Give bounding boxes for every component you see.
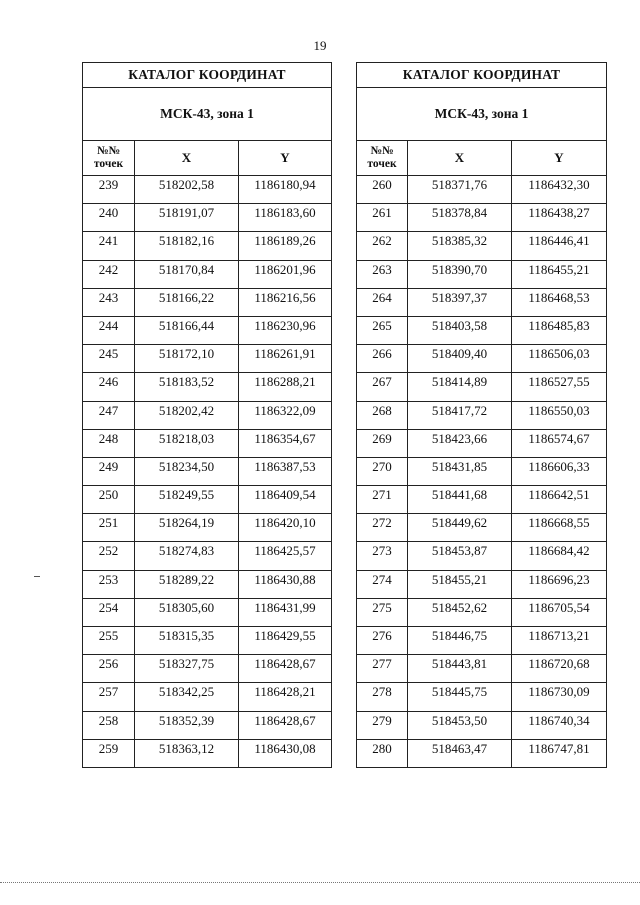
y-coordinate-cell: 1186201,96 [239, 260, 332, 288]
x-coordinate-cell: 518249,55 [135, 486, 239, 514]
point-number-cell: 274 [357, 570, 408, 598]
table-row [357, 373, 607, 401]
table-row [357, 739, 607, 767]
point-number-cell: 265 [357, 316, 408, 344]
x-coordinate-cell: 518463,47 [408, 739, 512, 767]
point-number-cell: 259 [83, 739, 135, 767]
point-number-cell: 256 [83, 655, 135, 683]
point-number-cell: 253 [83, 570, 135, 598]
table-row [83, 260, 332, 288]
point-number-cell: 244 [83, 316, 135, 344]
y-coordinate-cell: 1186485,83 [512, 316, 607, 344]
point-number-cell: 260 [357, 176, 408, 204]
table-row [357, 429, 607, 457]
point-number-cell: 248 [83, 429, 135, 457]
point-number-cell: 268 [357, 401, 408, 429]
x-coordinate-cell: 518218,03 [135, 429, 239, 457]
table-row [357, 316, 607, 344]
y-coordinate-cell: 1186740,34 [512, 711, 607, 739]
x-coordinate-cell: 518183,52 [135, 373, 239, 401]
y-coordinate-cell: 1186720,68 [512, 655, 607, 683]
point-number-cell: 243 [83, 288, 135, 316]
x-coordinate-cell: 518414,89 [408, 373, 512, 401]
y-coordinate-cell: 1186425,57 [239, 542, 332, 570]
x-coordinate-cell: 518202,42 [135, 401, 239, 429]
x-coordinate-cell: 518445,75 [408, 683, 512, 711]
point-number-cell: 252 [83, 542, 135, 570]
point-number-cell: 280 [357, 739, 408, 767]
y-coordinate-cell: 1186189,26 [239, 232, 332, 260]
point-number-cell: 267 [357, 373, 408, 401]
table-row [83, 288, 332, 316]
point-number-cell: 246 [83, 373, 135, 401]
catalog-title: КАТАЛОГ КООРДИНАТ [83, 63, 332, 88]
point-number-cell: 262 [357, 232, 408, 260]
point-number-cell: 276 [357, 627, 408, 655]
y-coordinate-cell: 1186431,99 [239, 598, 332, 626]
point-number-cell: 257 [83, 683, 135, 711]
y-coordinate-cell: 1186446,41 [512, 232, 607, 260]
x-coordinate-cell: 518390,70 [408, 260, 512, 288]
y-coordinate-cell: 1186438,27 [512, 204, 607, 232]
x-coordinate-cell: 518397,37 [408, 288, 512, 316]
y-coordinate-cell: 1186183,60 [239, 204, 332, 232]
table-row [83, 401, 332, 429]
point-number-cell: 241 [83, 232, 135, 260]
y-coordinate-cell: 1186455,21 [512, 260, 607, 288]
table-row [357, 598, 607, 626]
point-number-cell: 239 [83, 176, 135, 204]
point-number-cell: 261 [357, 204, 408, 232]
y-coordinate-cell: 1186420,10 [239, 514, 332, 542]
table-row [83, 373, 332, 401]
point-number-cell: 240 [83, 204, 135, 232]
x-coordinate-cell: 518274,83 [135, 542, 239, 570]
point-number-cell: 263 [357, 260, 408, 288]
y-coordinate-cell: 1186468,53 [512, 288, 607, 316]
column-header-point: №№ точек [83, 141, 135, 176]
table-row [357, 176, 607, 204]
y-coordinate-cell: 1186550,03 [512, 401, 607, 429]
y-coordinate-cell: 1186428,67 [239, 655, 332, 683]
point-number-cell: 247 [83, 401, 135, 429]
point-number-cell: 278 [357, 683, 408, 711]
point-number-cell: 275 [357, 598, 408, 626]
y-coordinate-cell: 1186684,42 [512, 542, 607, 570]
x-coordinate-cell: 518385,32 [408, 232, 512, 260]
x-coordinate-cell: 518166,22 [135, 288, 239, 316]
y-coordinate-cell: 1186428,21 [239, 683, 332, 711]
coordinate-catalog-left [82, 62, 332, 768]
point-number-cell: 242 [83, 260, 135, 288]
y-coordinate-cell: 1186606,33 [512, 457, 607, 485]
x-coordinate-cell: 518234,50 [135, 457, 239, 485]
y-coordinate-cell: 1186429,55 [239, 627, 332, 655]
table-row [83, 486, 332, 514]
table-row [83, 570, 332, 598]
x-coordinate-cell: 518455,21 [408, 570, 512, 598]
point-number-cell: 245 [83, 345, 135, 373]
table-row [83, 739, 332, 767]
x-coordinate-cell: 518315,35 [135, 627, 239, 655]
y-coordinate-cell: 1186730,09 [512, 683, 607, 711]
x-coordinate-cell: 518305,60 [135, 598, 239, 626]
x-coordinate-cell: 518431,85 [408, 457, 512, 485]
point-number-cell: 258 [83, 711, 135, 739]
x-coordinate-cell: 518403,58 [408, 316, 512, 344]
table-row [83, 683, 332, 711]
column-header-x: X [135, 141, 239, 176]
page-bottom-edge [0, 882, 640, 883]
table-row [83, 655, 332, 683]
point-number-cell: 251 [83, 514, 135, 542]
x-coordinate-cell: 518182,16 [135, 232, 239, 260]
y-coordinate-cell: 1186428,67 [239, 711, 332, 739]
column-header-y: Y [239, 141, 332, 176]
table-row [83, 457, 332, 485]
table-row [83, 232, 332, 260]
table-row [83, 345, 332, 373]
y-coordinate-cell: 1186527,55 [512, 373, 607, 401]
table-row [357, 288, 607, 316]
page-number: 19 [313, 38, 327, 53]
table-row [83, 429, 332, 457]
table-row [83, 514, 332, 542]
column-header-point: №№ точек [357, 141, 408, 176]
coordinate-system-zone: МСК-43, зона 1 [83, 88, 332, 141]
point-number-cell: 255 [83, 627, 135, 655]
x-coordinate-cell: 518264,19 [135, 514, 239, 542]
table-row [357, 204, 607, 232]
point-number-cell: 279 [357, 711, 408, 739]
point-number-cell: 272 [357, 514, 408, 542]
x-coordinate-cell: 518202,58 [135, 176, 239, 204]
y-coordinate-cell: 1186216,56 [239, 288, 332, 316]
point-number-cell: 277 [357, 655, 408, 683]
point-number-cell: 266 [357, 345, 408, 373]
point-number-cell: 270 [357, 457, 408, 485]
point-number-cell: 264 [357, 288, 408, 316]
y-coordinate-cell: 1186354,67 [239, 429, 332, 457]
y-coordinate-cell: 1186288,21 [239, 373, 332, 401]
y-coordinate-cell: 1186430,88 [239, 570, 332, 598]
table-row [83, 204, 332, 232]
table-row [357, 711, 607, 739]
table-row [357, 514, 607, 542]
y-coordinate-cell: 1186713,21 [512, 627, 607, 655]
x-coordinate-cell: 518352,39 [135, 711, 239, 739]
point-number-cell: 249 [83, 457, 135, 485]
x-coordinate-cell: 518289,22 [135, 570, 239, 598]
table-row [83, 542, 332, 570]
table-row [357, 570, 607, 598]
table-row [357, 486, 607, 514]
x-coordinate-cell: 518191,07 [135, 204, 239, 232]
table-row [357, 542, 607, 570]
x-coordinate-cell: 518452,62 [408, 598, 512, 626]
y-coordinate-cell: 1186432,30 [512, 176, 607, 204]
x-coordinate-cell: 518170,84 [135, 260, 239, 288]
point-number-cell: 254 [83, 598, 135, 626]
point-number-cell: 269 [357, 429, 408, 457]
y-coordinate-cell: 1186261,91 [239, 345, 332, 373]
y-coordinate-cell: 1186642,51 [512, 486, 607, 514]
x-coordinate-cell: 518371,76 [408, 176, 512, 204]
column-header-y: Y [512, 141, 607, 176]
y-coordinate-cell: 1186409,54 [239, 486, 332, 514]
y-coordinate-cell: 1186747,81 [512, 739, 607, 767]
point-number-cell: 250 [83, 486, 135, 514]
x-coordinate-cell: 518342,25 [135, 683, 239, 711]
table-row [83, 316, 332, 344]
x-coordinate-cell: 518449,62 [408, 514, 512, 542]
y-coordinate-cell: 1186696,23 [512, 570, 607, 598]
y-coordinate-cell: 1186705,54 [512, 598, 607, 626]
table-row [83, 627, 332, 655]
point-number-cell: 271 [357, 486, 408, 514]
y-coordinate-cell: 1186387,53 [239, 457, 332, 485]
y-coordinate-cell: 1186506,03 [512, 345, 607, 373]
x-coordinate-cell: 518172,10 [135, 345, 239, 373]
table-row [357, 232, 607, 260]
x-coordinate-cell: 518453,87 [408, 542, 512, 570]
coordinate-catalog-right [356, 62, 607, 768]
y-coordinate-cell: 1186668,55 [512, 514, 607, 542]
table-row [83, 176, 332, 204]
x-coordinate-cell: 518409,40 [408, 345, 512, 373]
y-coordinate-cell: 1186574,67 [512, 429, 607, 457]
y-coordinate-cell: 1186230,96 [239, 316, 332, 344]
y-coordinate-cell: 1186180,94 [239, 176, 332, 204]
coordinate-rows [83, 176, 332, 768]
coordinate-system-zone: МСК-43, зона 1 [357, 88, 607, 141]
table-row [83, 711, 332, 739]
y-coordinate-cell: 1186430,08 [239, 739, 332, 767]
table-row [357, 683, 607, 711]
margin-mark [34, 576, 40, 577]
point-number-cell: 273 [357, 542, 408, 570]
x-coordinate-cell: 518166,44 [135, 316, 239, 344]
x-coordinate-cell: 518441,68 [408, 486, 512, 514]
table-row [83, 598, 332, 626]
coordinate-rows [357, 176, 607, 768]
table-row [357, 260, 607, 288]
catalog-title: КАТАЛОГ КООРДИНАТ [357, 63, 607, 88]
table-row [357, 401, 607, 429]
table-row [357, 655, 607, 683]
x-coordinate-cell: 518423,66 [408, 429, 512, 457]
column-header-x: X [408, 141, 512, 176]
x-coordinate-cell: 518443,81 [408, 655, 512, 683]
x-coordinate-cell: 518453,50 [408, 711, 512, 739]
x-coordinate-cell: 518446,75 [408, 627, 512, 655]
table-row [357, 345, 607, 373]
x-coordinate-cell: 518378,84 [408, 204, 512, 232]
y-coordinate-cell: 1186322,09 [239, 401, 332, 429]
table-row [357, 457, 607, 485]
x-coordinate-cell: 518363,12 [135, 739, 239, 767]
table-row [357, 627, 607, 655]
x-coordinate-cell: 518417,72 [408, 401, 512, 429]
x-coordinate-cell: 518327,75 [135, 655, 239, 683]
